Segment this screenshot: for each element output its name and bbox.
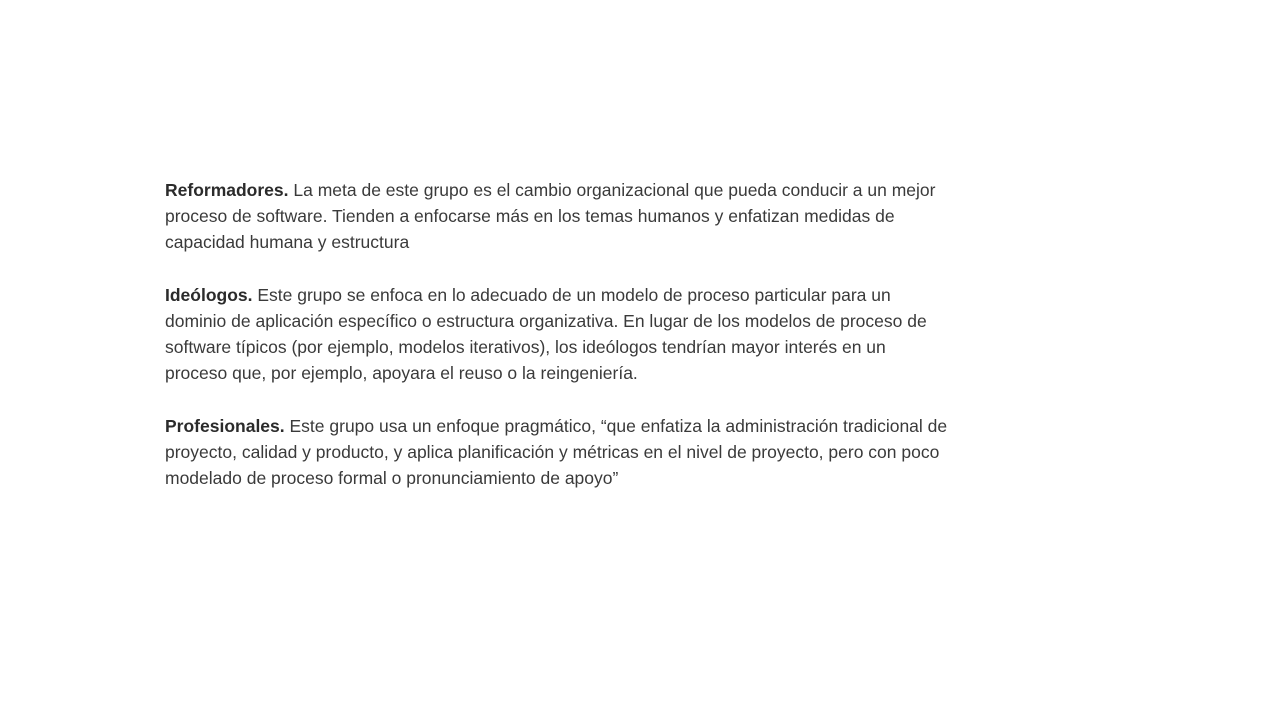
term-reformadores: Reformadores.: [165, 180, 289, 200]
paragraph-line: [165, 177, 1035, 203]
paragraph-profesionales: [165, 413, 1035, 492]
paragraph-line: proyecto, calidad y producto, y aplica planificación y métricas en el nivel de proyecto, pero con poco: [165, 442, 940, 462]
paragraph-line: software típicos (por ejemplo, modelos iterativos), los ideólogos tendrían mayor interés en un: [165, 337, 886, 358]
paragraph-text: La meta de este grupo es el cambio organizacional que pueda conducir a un mejor: [288, 180, 936, 200]
paragraph-line: modelado de proceso formal o pronunciamiento de apoyo”: [165, 468, 619, 489]
slide-text-body: [165, 177, 1035, 491]
term-profesionales: Profesionales.: [165, 415, 285, 436]
paragraph-line: capacidad humana y estructura: [165, 232, 410, 253]
paragraph-spacer: [165, 387, 1035, 413]
paragraph-line: [165, 413, 1035, 439]
paragraph-text: Este grupo se enfoca en lo adecuado de un modelo de proceso particular para un: [252, 284, 891, 305]
paragraph-line: proceso de software. Tienden a enfocarse más en los temas humanos y enfatizan medidas de: [165, 206, 895, 227]
term-ideologos: Ideólogos.: [165, 284, 253, 305]
paragraph-reformadores: [165, 177, 1035, 256]
paragraph-line: dominio de aplicación específico o estructura organizativa. En lugar de los modelos de proceso de: [165, 311, 927, 331]
paragraph-line: proceso que, por ejemplo, apoyara el reuso o la reingeniería.: [165, 363, 638, 384]
paragraph-ideologos: [165, 282, 1035, 387]
paragraph-text: Este grupo usa un enfoque pragmático, “que enfatiza la administración tradicional de: [284, 415, 948, 436]
paragraph-line: [165, 282, 1035, 308]
paragraph-spacer: [165, 256, 1035, 282]
